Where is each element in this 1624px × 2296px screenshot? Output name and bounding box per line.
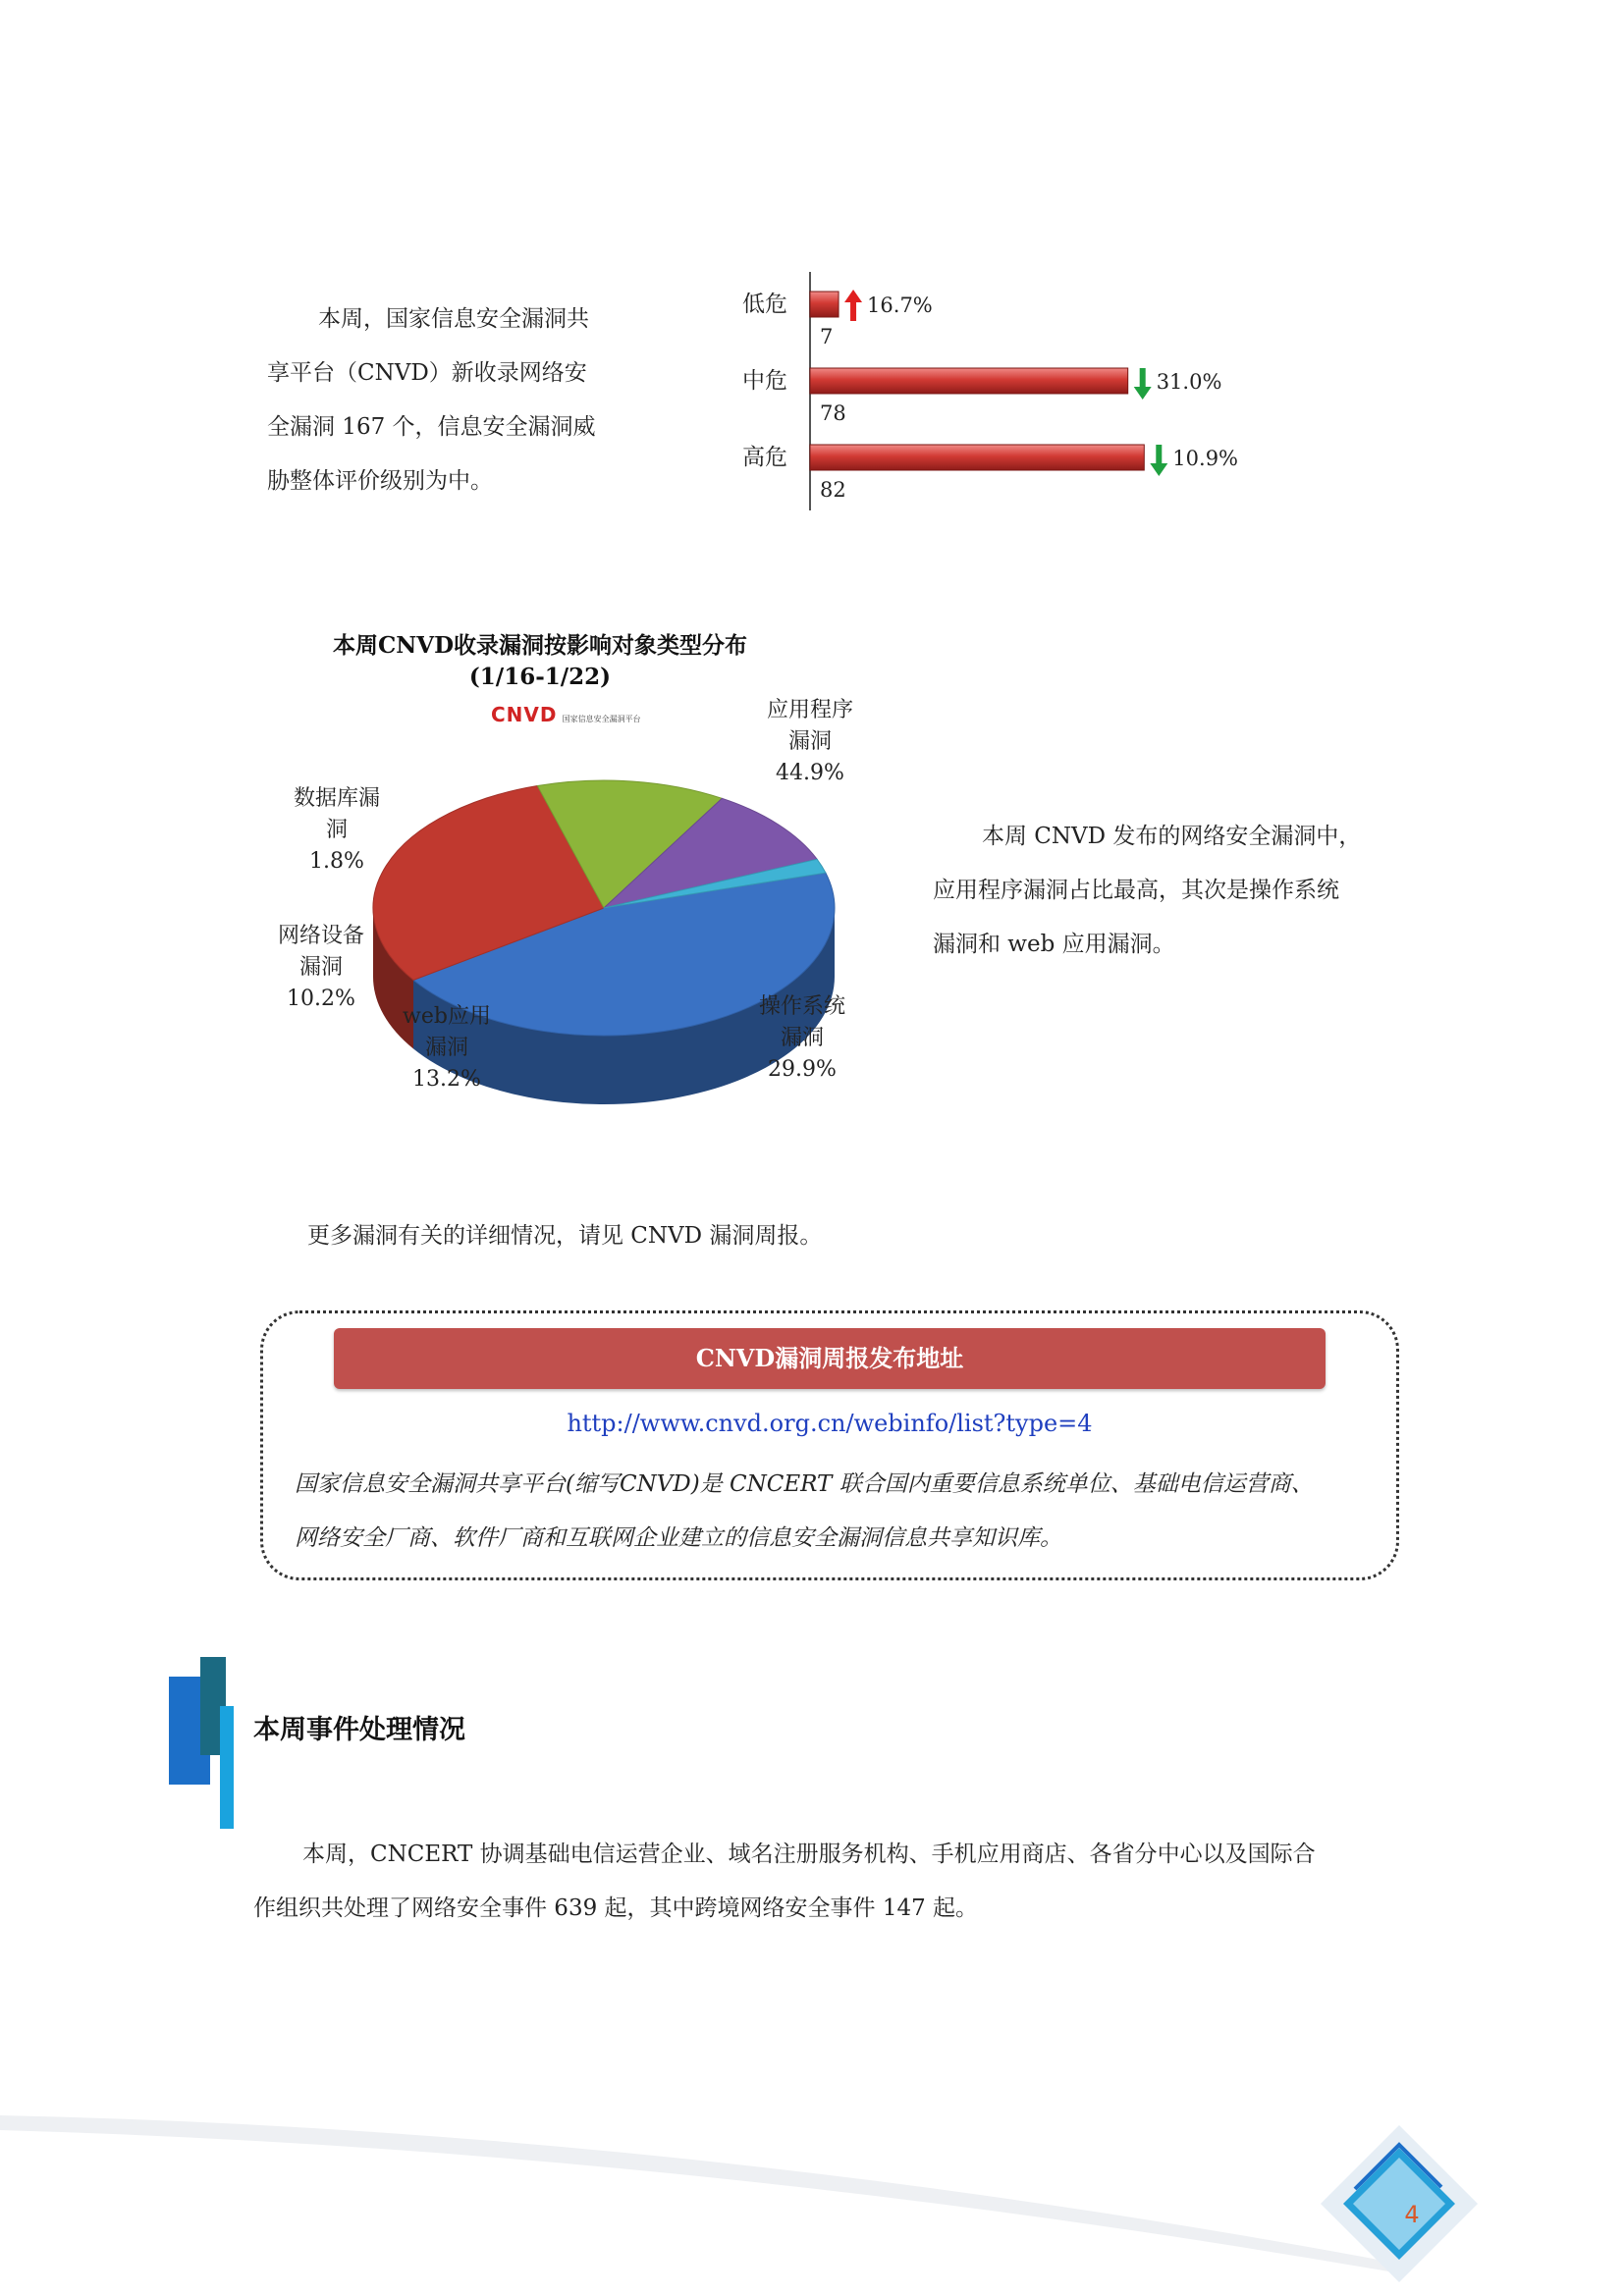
- trend-down-arrow-icon: [1150, 445, 1167, 476]
- bar-category-label: 中危: [742, 368, 787, 394]
- pie-label-web: [383, 1001, 511, 1095]
- pie-chart-title-line: 本周CNVD收录漏洞按影响对象类型分布: [332, 632, 748, 659]
- pie-label-application: [746, 695, 874, 789]
- pie-label-line: 数据库漏: [293, 786, 380, 811]
- pie-chart-title-line: (1/16-1/22): [468, 664, 612, 690]
- bar: [810, 368, 1128, 394]
- pie-label-line: 操作系统: [758, 994, 845, 1019]
- intro-line: 胁整体评价级别为中。: [267, 468, 493, 494]
- pie-label-line: 漏洞: [298, 955, 343, 980]
- cnvd-logo-subtext: 国家信息安全漏洞平台: [562, 715, 641, 723]
- pie-label-pct: 1.8%: [309, 849, 364, 874]
- pie-label-database: [273, 783, 401, 878]
- pie-label-pct: 29.9%: [768, 1057, 837, 1082]
- section-paragraph: [253, 1828, 1412, 1936]
- pie-paragraph: [933, 810, 1404, 972]
- pie-label-line: 网络设备: [277, 924, 364, 948]
- bar-change-label: 31.0%: [1156, 370, 1222, 394]
- bar-change-label: 10.9%: [1172, 447, 1239, 470]
- pie-paragraph-line: 本周 CNVD 发布的网络安全漏洞中，: [982, 824, 1362, 849]
- intro-line: 本周，国家信息安全漏洞共: [318, 306, 589, 332]
- pie-paragraph-line: 应用程序漏洞占比最高，其次是操作系统: [933, 878, 1339, 903]
- pie-label-network: [257, 921, 385, 1015]
- pie-label-line: 洞: [325, 818, 348, 842]
- severity-bar-chart: [727, 270, 1434, 515]
- pie-label-line: 应用程序: [766, 698, 853, 722]
- intro-line: 全漏洞 167 个，信息安全漏洞威: [267, 414, 596, 440]
- bar-value-label: 78: [820, 401, 846, 425]
- pie-label-line: 漏洞: [787, 729, 832, 754]
- pie-label-line: web应用: [403, 1004, 491, 1029]
- pie-label-line: 漏洞: [424, 1036, 468, 1060]
- pie-label-os: [738, 991, 866, 1086]
- bar-value-label: 7: [820, 325, 834, 348]
- section-paragraph-line: 本周，CNCERT 协调基础电信运营企业、域名注册服务机构、手机应用商店、各省分中心以及国际合: [302, 1842, 1316, 1867]
- section-title: 本周事件处理情况: [253, 1715, 465, 1745]
- cnvd-info-line: 国家信息安全漏洞共享平台(缩写CNVD)是 CNCERT 联合国内重要信息系统单位、基础电信运营商、: [295, 1471, 1314, 1497]
- cnvd-report-link[interactable]: http://www.cnvd.org.cn/webinfo/list?type=4: [567, 1410, 1093, 1437]
- page-number: 4: [1404, 2201, 1420, 2228]
- pie-paragraph-line: 漏洞和 web 应用漏洞。: [933, 932, 1175, 957]
- pie-label-pct: 44.9%: [776, 761, 844, 785]
- section-decoration: [169, 1657, 238, 1829]
- cnvd-info-description: [295, 1458, 1384, 1566]
- trend-down-arrow-icon: [1134, 368, 1152, 400]
- deco-block-cyan: [220, 1706, 234, 1829]
- bar-change-label: 16.7%: [867, 294, 933, 317]
- cnvd-info-line: 网络安全厂商、软件厂商和互联网企业建立的信息安全漏洞信息共享知识库。: [295, 1525, 1062, 1551]
- trend-up-arrow-icon: [844, 290, 862, 321]
- more-info-text: 更多漏洞有关的详细情况，请见 CNVD 漏洞周报。: [307, 1223, 823, 1249]
- bar-category-label: 高危: [742, 445, 787, 470]
- cnvd-info-box-header: CNVD漏洞周报发布地址: [334, 1328, 1326, 1389]
- pie-label-pct: 10.2%: [287, 987, 355, 1011]
- cnvd-logo-text: CNVD: [491, 703, 558, 726]
- pie-label-line: 漏洞: [780, 1026, 824, 1050]
- section-paragraph-line: 作组织共处理了网络安全事件 639 起，其中跨境网络安全事件 147 起。: [253, 1896, 979, 1921]
- bar: [810, 445, 1144, 470]
- bar-category-label: 低危: [742, 292, 787, 317]
- intro-paragraph: [267, 293, 660, 508]
- pie-label-pct: 13.2%: [412, 1067, 481, 1092]
- intro-line: 享平台（CNVD）新收录网络安: [267, 360, 587, 386]
- bar-value-label: 82: [820, 478, 846, 502]
- bar: [810, 292, 839, 317]
